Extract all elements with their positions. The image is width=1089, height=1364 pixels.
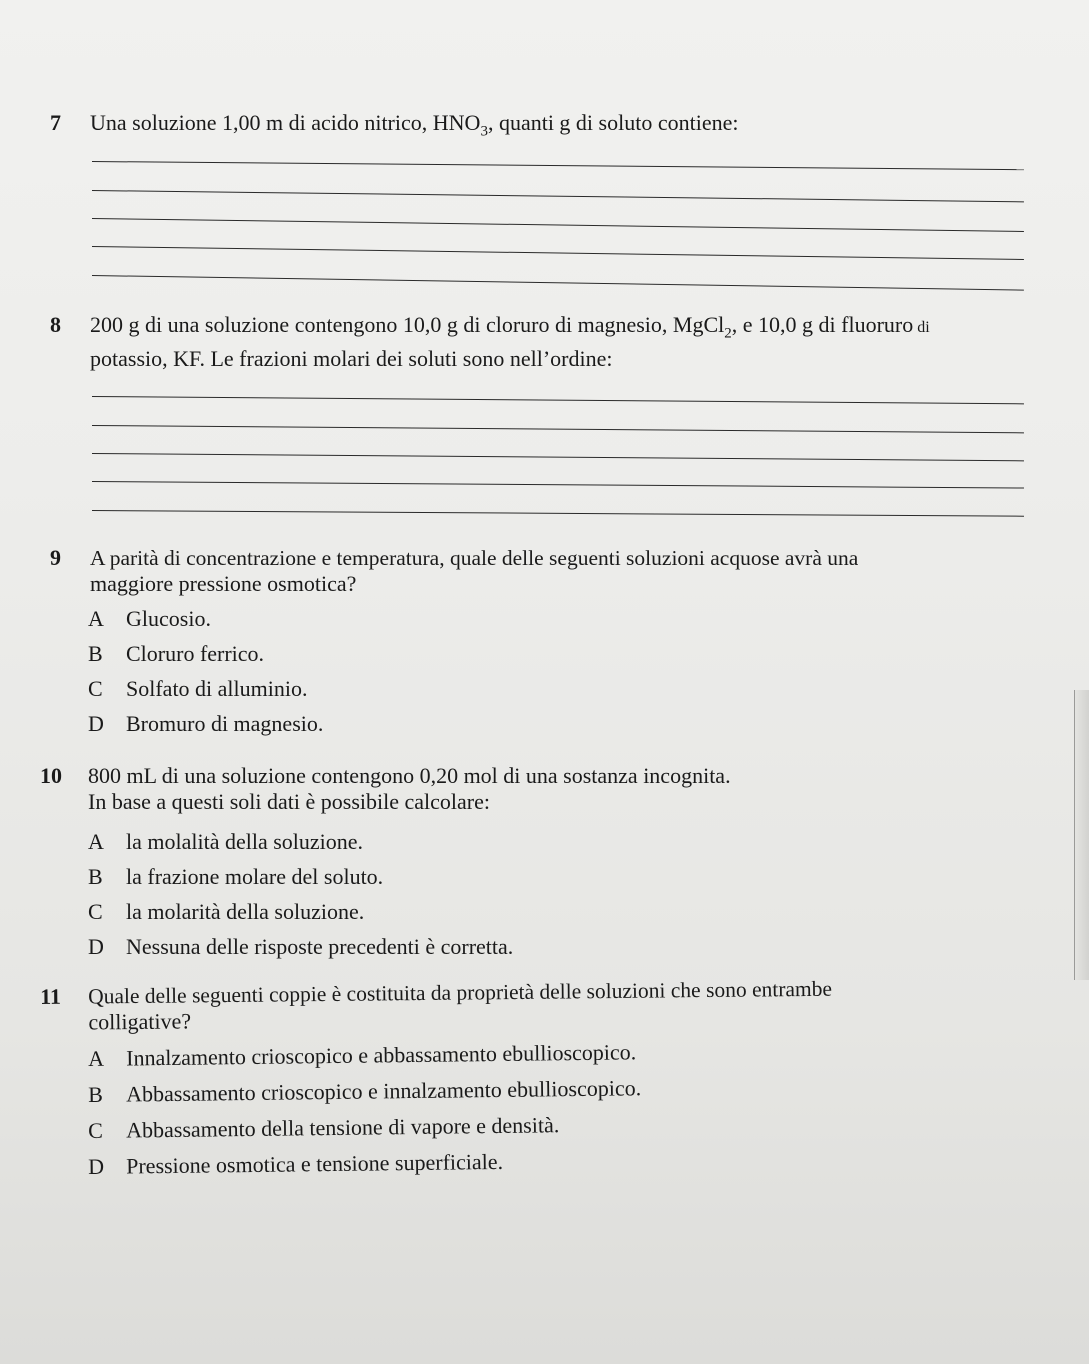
option-b[interactable]: B la frazione molare del soluto. [88,864,384,889]
question-text: Quale delle seguenti coppie è costituita da proprietà delle soluzioni che sono entrambe [88,976,833,1009]
question-7 [50,110,1040,144]
page-edge [1074,690,1089,980]
question-text-cont: In base a questi soli dati è possibile calcolare: [88,789,490,814]
option-d[interactable]: D Nessuna delle risposte precedenti è corretta. [88,934,514,959]
question-10 [40,763,1030,815]
answer-line[interactable] [92,481,1024,489]
option-a[interactable]: A Innalzamento crioscopico e abbassamento ebullioscopico. [88,1039,637,1071]
answer-line[interactable] [92,275,1024,291]
question-text: A parità di concentrazione e temperatura, quale delle seguenti soluzioni acquose avrà una [90,546,859,570]
question-text: Una soluzione 1,00 m di acido nitrico, $HNO_3$, quanti g di soluto contiene: [90,110,739,140]
question-text-cont: colligative? [88,1008,192,1035]
question-number: 7 [50,110,61,135]
option-b[interactable]: B Abbassamento crioscopico e innalzamento ebullioscopico. [88,1075,642,1107]
option-c[interactable]: C Abbassamento della tensione di vapore e densità. [88,1112,560,1143]
option-a[interactable]: A Glucosio. [88,606,211,631]
answer-line[interactable] [92,396,1024,404]
question-number: 9 [50,545,61,570]
answer-line[interactable] [92,161,1024,170]
answer-line[interactable] [92,510,1024,517]
option-b[interactable]: B Cloruro ferrico. [88,641,265,666]
question-number: 8 [50,312,61,337]
option-d[interactable]: D Bromuro di magnesio. [88,711,324,736]
option-a[interactable]: A la molalità della soluzione. [88,829,364,854]
question-number: 11 [40,983,62,1009]
question-8 [50,312,1040,372]
answer-line[interactable] [92,218,1024,232]
question-9 [50,545,1040,597]
answer-line[interactable] [92,190,1024,202]
answer-line[interactable] [92,246,1024,260]
answer-line[interactable] [92,425,1024,433]
answer-line[interactable] [92,453,1024,461]
question-text: 800 mL di una soluzione contengono 0,20 mol di una sostanza incognita. [88,763,731,788]
question-text-cont: maggiore pressione osmotica? [90,571,357,596]
question-11 [40,974,1030,1036]
question-number: 10 [40,763,62,788]
option-d[interactable]: D Pressione osmotica e tensione superficiale. [88,1148,504,1179]
question-text: 200 g di una soluzione contengono 10,0 g di cloruro di magnesio, MgCl$_2$, e 10,0 g di fluoruro di [90,312,930,342]
question-text-cont: potassio, KF. Le frazioni molari dei soluti sono nell’ordine: [90,346,613,372]
option-c[interactable]: C la molarità della soluzione. [88,899,365,924]
option-c[interactable]: C Solfato di alluminio. [88,676,308,701]
